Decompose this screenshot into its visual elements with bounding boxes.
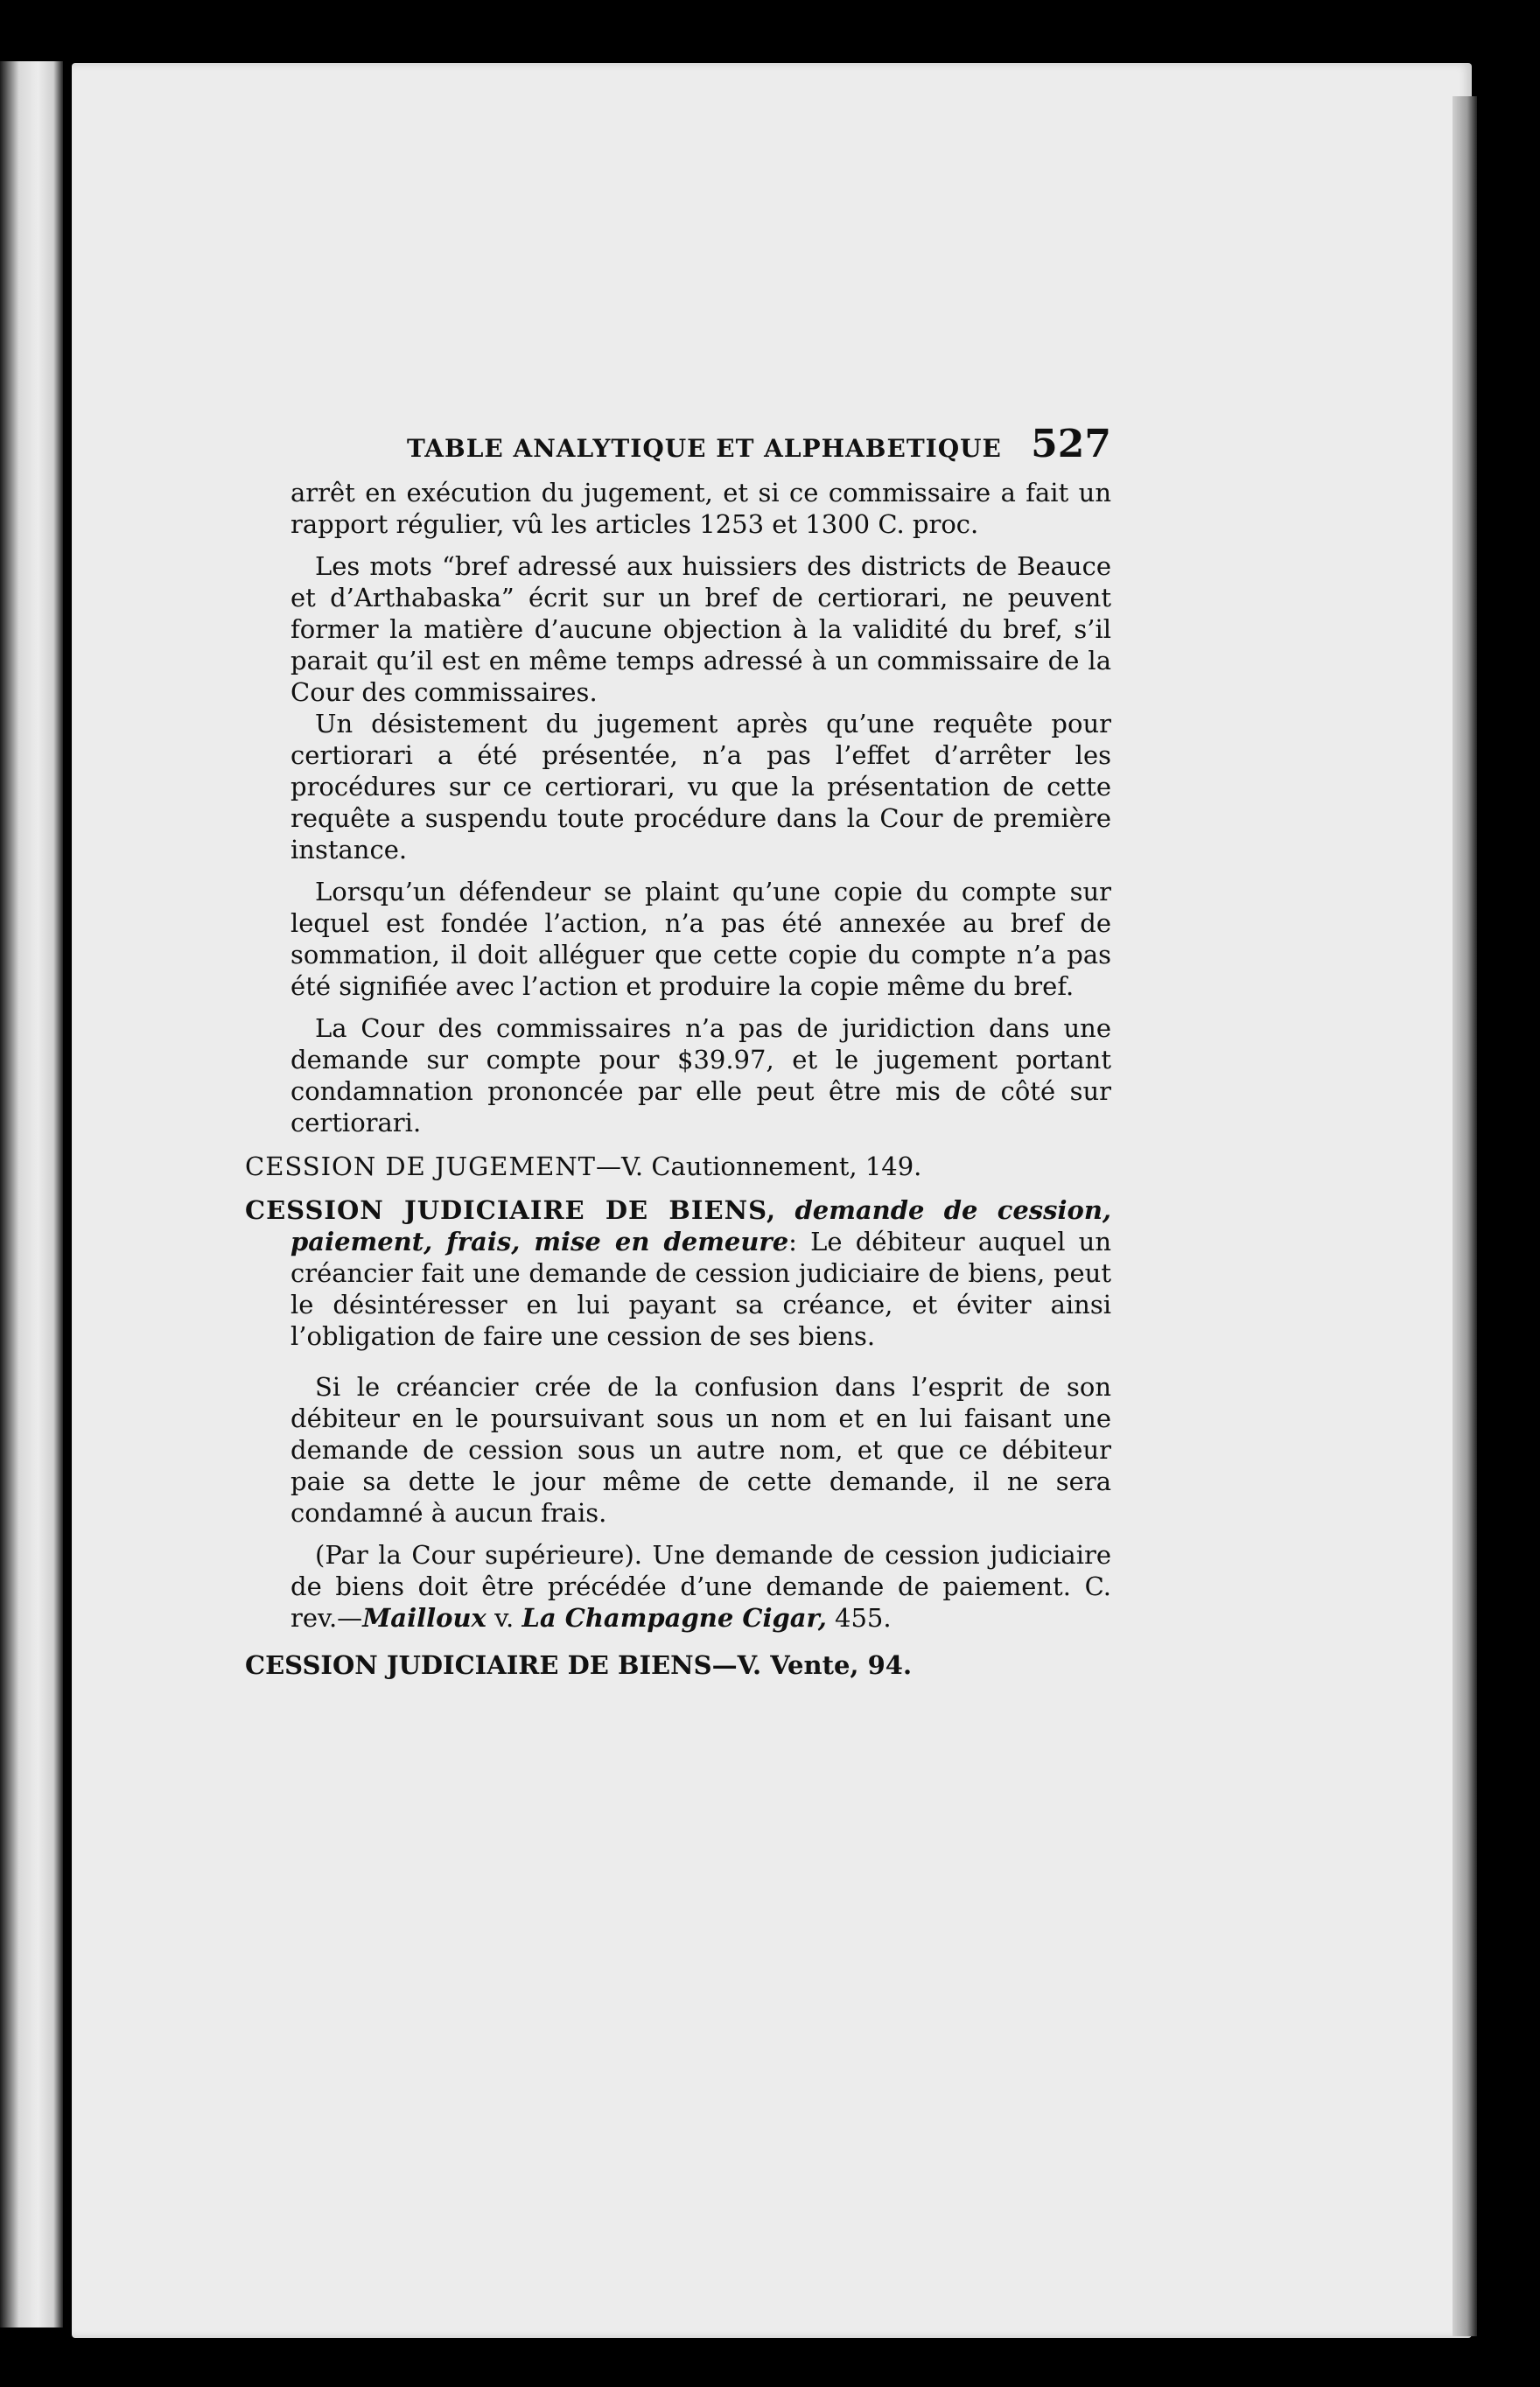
entry-reference: —V. Vente, 94. — [711, 1650, 913, 1680]
entry-continuation — [290, 1371, 1111, 1634]
entry-heading: CESSION JUDICIAIRE DE BIENS — [245, 1650, 712, 1680]
running-head — [324, 422, 1111, 466]
case-party-b: La Champagne Cigar, — [522, 1603, 827, 1633]
entry-text: : Le débiteur auquel un créancier fait une demande de cession judiciaire de biens, peut le désintéresser en lui payant sa créance, et éviter ainsi l’obligation de faire une cession de ses biens. — [290, 1227, 1112, 1351]
case-versus: v. — [486, 1603, 522, 1633]
entry-heading: CESSION JUDICIAIRE DE BIENS, — [245, 1195, 777, 1225]
entry-paragraph-3 — [290, 1539, 1111, 1634]
paragraph-5: La Cour des commissaires n’a pas de juridiction dans une demande sur compte pour $39.97, et le jugement portant condamnation prononcée par elle peut être mis de côté sur certiorari. — [290, 1013, 1111, 1138]
case-page: 455. — [826, 1603, 892, 1633]
entry-cession-judiciaire-vente — [245, 1649, 1111, 1681]
paragraph-1: arrêt en exécution du jugement, et si ce commissaire a fait un rapport régulier, vû les articles 1253 et 1300 C. proc. — [290, 478, 1111, 539]
facing-page-edge — [0, 61, 63, 2328]
entry-reference: —V. Cautionnement, 149. — [596, 1152, 922, 1181]
paragraph-3: Un désistement du jugement après qu’une requête pour certiorari a été présentée, n’a pas l’effet d’arrêter les procédures sur ce certiorari, vu que la présentation de cette requête a suspendu toute procédure dans la Cour de première instance. — [290, 709, 1111, 864]
paragraph-2: Les mots “bref adressé aux huissiers des districts de Beauce et d’Arthabaska” écrit sur un bref de certiorari, ne peuvent former la matière d’aucune objection à la validité du bref, s’il parait qu’il est en même temps adressé à un commissaire de la Cour des commissaires. — [290, 551, 1111, 707]
entry-cession-de-jugement — [245, 1151, 1111, 1182]
page-number: 527 — [1031, 422, 1111, 466]
entry-subject: demande de cession, paiement, frais, mise en demeure — [290, 1195, 1111, 1256]
body-block — [290, 477, 1111, 1138]
paragraph-4: Lorsqu’un défendeur se plaint qu’une copie du compte sur lequel est fondée l’action, n’a pas été annexée au bref de sommation, il doit alléguer que cette copie du compte n’a pas été signifiée avec l’action et produire la copie même du bref. — [290, 877, 1111, 1001]
page-edge-shadow — [1452, 96, 1477, 2336]
entry-heading: CESSION DE JUGEMENT — [245, 1152, 597, 1181]
entry-paragraph-2: Si le créancier crée de la confusion dans l’esprit de son débiteur en le poursuivant sous un nom et en lui faisant une demande de cession sous un autre nom, et que ce débiteur paie sa dette le jour même de cette demande, il ne sera condamné à aucun frais. — [290, 1372, 1111, 1528]
case-party-a: Mailloux — [362, 1603, 486, 1633]
running-title: TABLE ANALYTIQUE ET ALPHABETIQUE — [407, 434, 1002, 463]
page-content — [245, 422, 1112, 1681]
entry-paragraph-3-text: (Par la Cour supérieure). Une demande de cession judiciaire de biens doit être précédée d’une demande de paiement. C. rev.— — [290, 1540, 1111, 1633]
entry-cession-judiciaire — [245, 1194, 1111, 1352]
